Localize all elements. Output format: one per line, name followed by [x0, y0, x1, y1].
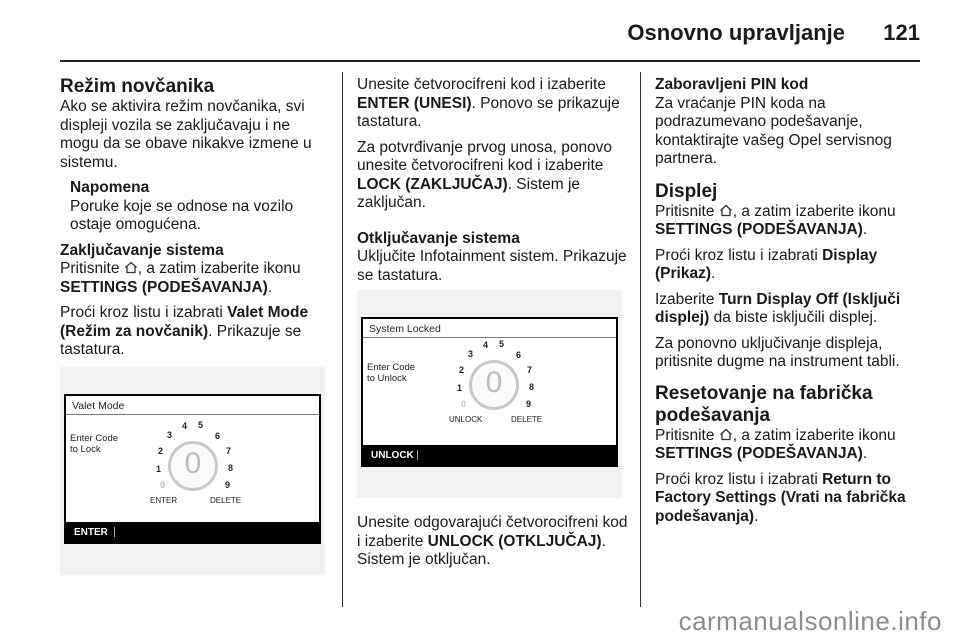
- unlock-step-2: Unesite odgovarajući četvorocifreni kod i izaberite UNLOCK (OTKLJUČAJ). Sistem je otključan.: [357, 514, 628, 568]
- enter-button[interactable]: ENTER: [74, 527, 108, 538]
- screen-title: System Locked: [369, 323, 441, 335]
- column-divider-left: [342, 72, 343, 607]
- unlock-button[interactable]: UNLOCK: [371, 450, 414, 461]
- digit-8[interactable]: 8: [529, 382, 535, 392]
- column-1: [60, 76, 332, 367]
- forgotten-pin-text: Za vraćanje PIN koda na podrazumevano podešavanje, kontaktirajte vašeg Opel servisnog partnera.: [655, 94, 892, 167]
- display-step-4: Za ponovno uključivanje displeja, pritisnite dugme na instrument tabli.: [655, 334, 900, 370]
- column-3: [655, 76, 927, 533]
- digit-2[interactable]: 2: [459, 365, 465, 375]
- digit-4[interactable]: 4: [182, 421, 188, 431]
- digit-0[interactable]: 0: [160, 480, 166, 490]
- header-rule: [60, 60, 920, 62]
- watermark: carmanualsonline.info: [678, 606, 942, 636]
- page-number: 121: [883, 20, 920, 45]
- digit-4[interactable]: 4: [483, 340, 489, 350]
- valet-mode-illustration: [60, 367, 325, 575]
- column-2-bottom: [357, 514, 629, 577]
- dial-center-zero: 0: [485, 366, 503, 399]
- subheading-lock: Zaključavanje sistema: [60, 241, 224, 259]
- dial-center-zero: 0: [184, 447, 202, 480]
- digit-2[interactable]: 2: [158, 446, 164, 456]
- step-enter-code: Unesite četvorocifreni kod i izaberite ENTER (UNESI). Ponovo se prikazuje tastatura.: [357, 76, 620, 130]
- step-confirm-code: Za potvrđivanje prvog unosa, ponovo unesite četvorocifreni kod i izaberite LOCK (ZAKLJUČAJ). Sistem je zaključan.: [357, 138, 613, 211]
- reset-step-2: Proći kroz listu i izabrati Return to Factory Settings (Vrati na fabrička podešavanja).: [655, 470, 906, 525]
- section-heading-factory-reset: Resetovanje na fabrička podešavanja: [655, 382, 873, 426]
- home-icon: [719, 204, 733, 217]
- digit-7[interactable]: 7: [527, 365, 533, 375]
- screen-bottom-bar: [66, 522, 319, 542]
- note-box: [70, 179, 332, 235]
- display-step-3: Izaberite Turn Display Off (Isključi displej) da biste isključili displej.: [655, 290, 901, 326]
- section-heading-valet-mode: Režim novčanika: [60, 76, 215, 97]
- prompt-line-2: to Unlock: [367, 373, 407, 384]
- digit-6[interactable]: 6: [516, 350, 522, 360]
- note-title: Napomena: [70, 179, 150, 196]
- home-icon: [719, 428, 733, 441]
- prompt-line-1: Enter Code: [367, 362, 416, 373]
- column-2: [357, 76, 629, 292]
- digit-3[interactable]: 3: [167, 430, 173, 440]
- valet-mode-screen: [64, 394, 321, 544]
- subheading-unlock: Otključavanje sistema: [357, 229, 520, 247]
- prompt-line-1: Enter Code: [70, 433, 119, 444]
- system-locked-screen: [361, 317, 618, 467]
- digit-0[interactable]: 0: [461, 399, 467, 409]
- digit-7[interactable]: 7: [226, 446, 232, 456]
- digit-3[interactable]: 3: [468, 349, 474, 359]
- lock-step-2: Proći kroz listu i izabrati Valet Mode (Režim za novčanik). Prikazuje se tastatura.: [60, 304, 309, 358]
- prompt-line-2: to Lock: [70, 444, 101, 455]
- column-divider-right: [640, 72, 641, 607]
- reset-step-1: Pritisnite , a zatim izaberite ikonu SETTINGS (PODEŠAVANJA).: [655, 426, 896, 462]
- note-text: Poruke koje se odnose na vozilo ostaje omogućena.: [70, 197, 294, 233]
- home-icon: [124, 261, 138, 274]
- screen-bottom-bar: [363, 445, 616, 465]
- system-locked-illustration: [357, 290, 622, 498]
- digit-5[interactable]: 5: [198, 420, 204, 430]
- section-heading-display: Displej: [655, 180, 718, 202]
- display-step-2: Proći kroz listu i izabrati Display (Prikaz).: [655, 246, 878, 282]
- digit-1[interactable]: 1: [156, 464, 162, 474]
- digit-1[interactable]: 1: [457, 383, 463, 393]
- digit-6[interactable]: 6: [215, 431, 221, 441]
- valet-intro: Ako se aktivira režim novčanika, svi displeji vozila se zaključavaju i ne mogu da se obave nikakve izmene u sistemu.: [60, 98, 312, 171]
- unlock-step-1: Uključite Infotainment sistem. Prikazuje se tastatura.: [357, 248, 627, 284]
- display-step-1: Pritisnite , a zatim izaberite ikonu SETTINGS (PODEŠAVANJA).: [655, 202, 896, 238]
- screen-title: Valet Mode: [72, 400, 125, 412]
- unlock-label[interactable]: UNLOCK: [449, 415, 483, 424]
- lock-step-1: Pritisnite , a zatim izaberite ikonu SETTINGS (PODEŠAVANJA).: [60, 260, 301, 296]
- digit-9[interactable]: 9: [526, 399, 532, 409]
- digit-9[interactable]: 9: [225, 480, 231, 490]
- enter-label[interactable]: ENTER: [150, 496, 178, 505]
- page-header: [0, 0, 960, 60]
- digit-5[interactable]: 5: [499, 339, 505, 349]
- digit-8[interactable]: 8: [228, 463, 234, 473]
- delete-label[interactable]: DELETE: [210, 496, 242, 505]
- delete-label[interactable]: DELETE: [511, 415, 543, 424]
- chapter-title: Osnovno upravljanje: [627, 20, 845, 45]
- subheading-forgotten-pin: Zaboravljeni PIN kod: [655, 76, 809, 93]
